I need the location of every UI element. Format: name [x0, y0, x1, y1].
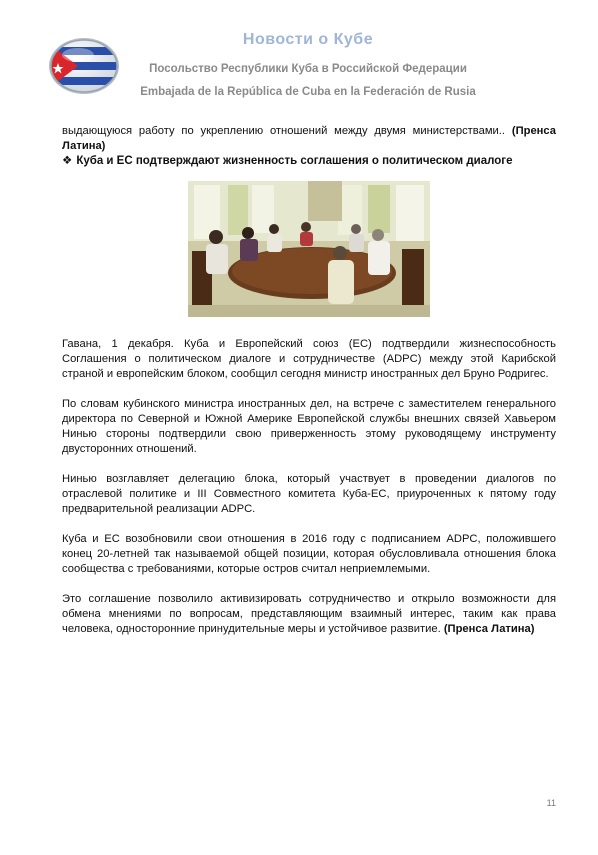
- article-paragraph-1: Гавана, 1 декабря. Куба и Европейский союз (ЕС) подтвердили жизнеспособность Соглашения о политическом диалоге и сотрудничестве (ADPC) между этой Карибской страной и европейским блоком, сообщил сегодня министр иностранных дел Бруно Родригес.: [62, 338, 556, 380]
- previous-article-text: выдающуюся работу по укреплению отношений между двумя министерствами..: [62, 125, 505, 137]
- previous-article-tail: [62, 124, 556, 154]
- diamond-bullet-icon: ❖: [62, 155, 73, 167]
- article-paragraph-5-text: Это соглашение позволило активизировать сотрудничество и открыло возможности для обмена мнениями по вопросам, представляющим взаимный интерес, таким как права человека, односторонние принудительные меры и устойчивое развитие.: [62, 593, 556, 635]
- embassy-name-ru: Посольство Республики Куба в Российской Федерации: [149, 63, 467, 75]
- page-body: [62, 124, 556, 637]
- article-paragraph-2: По словам кубинского министра иностранных дел, на встрече с заместителем генерального директора по Северной и Южной Америке Европейской службы внешних связей Хавьером Нинью стороны подтвердили свою приверженность этому руководящему инструменту двусторонних отношений.: [62, 398, 556, 455]
- embassy-name-es: Embajada de la República de Cuba en la Federación de Rusia: [140, 86, 476, 98]
- article-heading-text: Куба и ЕС подтверждают жизненность соглашения о политическом диалоге: [76, 155, 513, 167]
- previous-article-source: (Пренса Латина): [62, 125, 557, 152]
- page-header: [0, 0, 598, 120]
- article-paragraph-3: Нинью возглавляет делегацию блока, который участвует в проведении диалогов по отраслевой политике и III Совместного комитета Куба-ЕС, приуроченных к пятому году предварительной реализации ADPC.: [62, 473, 556, 515]
- newsletter-title: Новости о Кубе: [242, 31, 374, 48]
- article-paragraph-4: Куба и ЕС возобновили свои отношения в 2016 году с подписанием ADPC, положившего конец 20-летней так называемой общей позиции, которая обусловливала отношения блока сообщества с требованиями, которые остров считал неприемлемыми.: [62, 533, 556, 575]
- article-heading: [62, 154, 556, 169]
- article-source: (Пренса Латина): [443, 623, 535, 635]
- article-paragraph-5: [62, 592, 556, 637]
- page-number: 11: [546, 798, 556, 808]
- meeting-photo: [188, 181, 430, 317]
